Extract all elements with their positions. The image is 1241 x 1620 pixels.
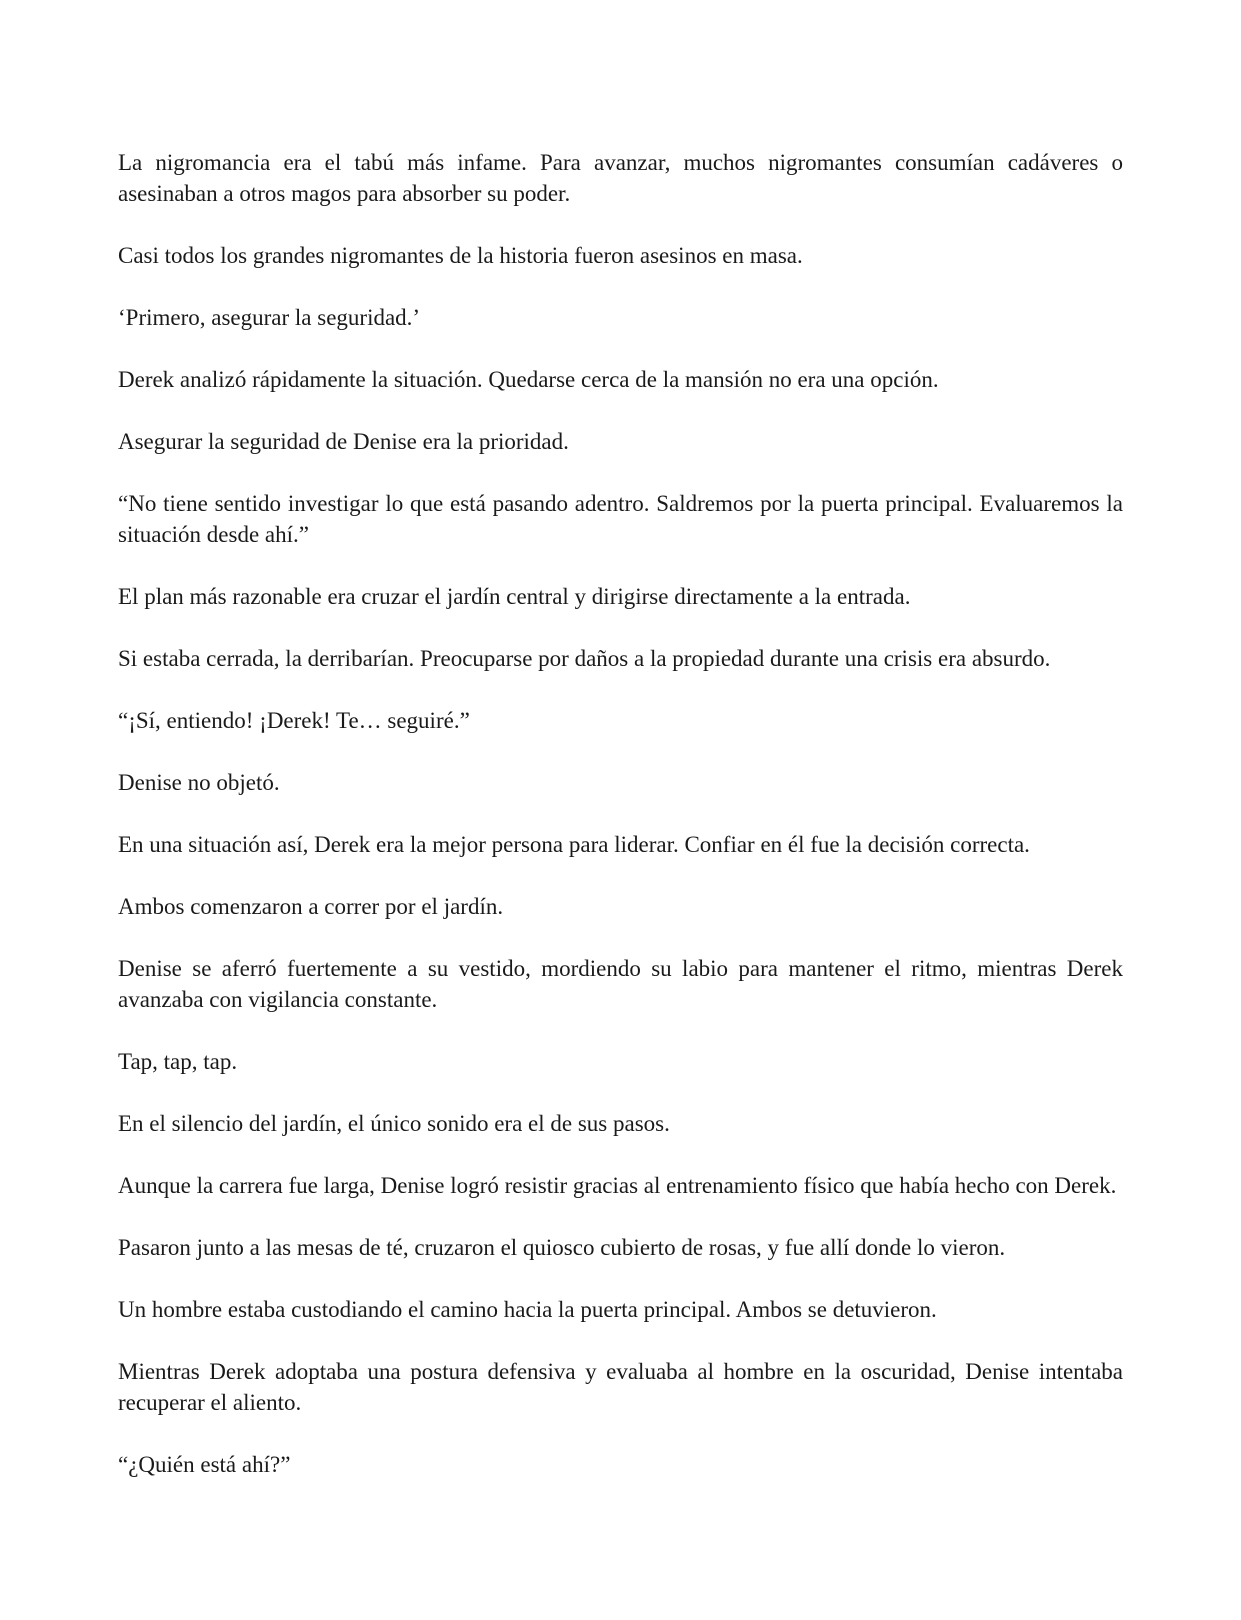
paragraph: El plan más razonable era cruzar el jardín central y dirigirse directamente a la entrada. [118,584,911,609]
paragraph: Un hombre estaba custodiando el camino hacia la puerta principal. Ambos se detuvieron. [118,1297,937,1322]
paragraph: En el silencio del jardín, el único sonido era el de sus pasos. [118,1111,670,1136]
paragraph: Casi todos los grandes nigromantes de la historia fueron asesinos en masa. [118,243,803,268]
paragraph: ‘Primero, asegurar la seguridad.’ [118,305,421,330]
paragraph: “¡Sí, entiendo! ¡Derek! Te… seguiré.” [118,708,470,733]
paragraph: Mientras Derek adoptaba una postura defensiva y evaluaba al hombre en la oscuridad, Denise intentaba recuperar el aliento. [118,1359,1123,1415]
paragraph: Si estaba cerrada, la derribarían. Preocuparse por daños a la propiedad durante una crisis era absurdo. [118,646,1051,671]
paragraph: Aunque la carrera fue larga, Denise logró resistir gracias al entrenamiento físico que había hecho con Derek. [118,1173,1117,1198]
paragraph: “¿Quién está ahí?” [118,1452,291,1477]
paragraph: Tap, tap, tap. [118,1049,238,1074]
paragraph: Denise no objetó. [118,770,280,795]
paragraph: Ambos comenzaron a correr por el jardín. [118,894,504,919]
paragraph: “No tiene sentido investigar lo que está pasando adentro. Saldremos por la puerta principal. Evaluaremos la situación desde ahí.” [118,491,1123,547]
paragraph: Asegurar la seguridad de Denise era la prioridad. [118,429,569,454]
body-text [118,147,1123,1511]
paragraph: La nigromancia era el tabú más infame. Para avanzar, muchos nigromantes consumían cadáveres o asesinaban a otros magos para absorber su poder. [118,150,1123,206]
paragraph: En una situación así, Derek era la mejor persona para liderar. Confiar en él fue la decisión correcta. [118,832,1030,857]
paragraph: Pasaron junto a las mesas de té, cruzaron el quiosco cubierto de rosas, y fue allí donde lo vieron. [118,1235,1006,1260]
paragraph: Denise se aferró fuertemente a su vestido, mordiendo su labio para mantener el ritmo, mientras Derek avanzaba con vigilancia constante. [118,956,1123,1012]
paragraph: Derek analizó rápidamente la situación. Quedarse cerca de la mansión no era una opción. [118,367,939,392]
